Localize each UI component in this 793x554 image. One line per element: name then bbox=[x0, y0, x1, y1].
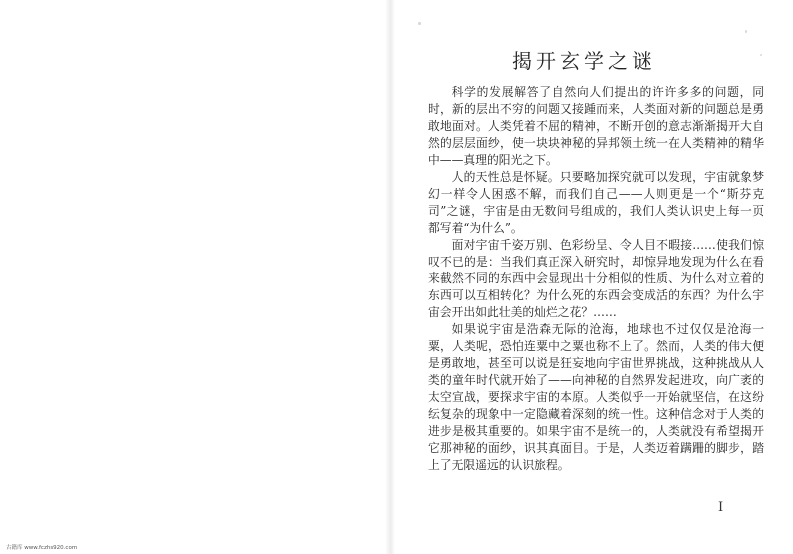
book-gutter bbox=[385, 0, 395, 554]
source-watermark: 古籍库 www.fczhs920.com bbox=[6, 545, 78, 551]
left-blank-page bbox=[0, 0, 388, 554]
paper-speck bbox=[418, 22, 421, 25]
paragraph: 面对宇宙千姿万别、色彩纷呈、令人目不暇接……使我们惊叹不已的是：当我们真正深入研究时，却惊异地发现为什么在看来截然不同的东西中会显现出十分相似的性质、为什么对立着的东西可以互相转化？为什么死的东西会变成活的东西？为什么宇宙会开出如此壮美的灿烂之花？…… bbox=[428, 237, 764, 320]
paragraph: 科学的发展解答了自然向人们提出的许许多多的问题，同时，新的层出不穷的问题又接踵而来，人类面对新的问题总是勇敢地面对。人类凭着不屈的精神，不断开创的意志渐渐揭开大自然的层层面纱，使一块块神秘的异邦领土统一在人类精神的精华中——真理的阳光之下。 bbox=[428, 85, 764, 167]
paragraph: 如果说宇宙是浩森无际的沧海，地球也不过仅仅是沧海一粟，人类呢，恐怕连粟中之粟也称不上了。然而，人类的伟大便是勇敢地，甚至可以说是狂妄地向宇宙世界挑战，这种挑战从人类的童年时代就开始了——向神秘的自然界发起进攻，向广袤的太空宣战，要探求宇宙的本原。人类似乎一开始就坚信，在这纷纭复杂的现象中一定隐藏着深刻的统一性。这种信念对于人类的进步是极其重要的。如果宇宙不是统一的，人类就没有希望揭开它那神秘的面纱，识其真面目。于是，人类迈着蹒跚的脚步，踏上了无限遥远的认识旅程。 bbox=[428, 322, 764, 472]
chapter-title: 揭开玄学之谜 bbox=[512, 49, 656, 74]
paper-speck bbox=[745, 30, 747, 33]
body-text bbox=[428, 84, 764, 474]
paragraph: 人的天性总是怀疑。只要略加探究就可以发现，宇宙就象梦幻一样令人困惑不解，而我们自己——人则更是一个“斯芬克司”之谜，宇宙是由无数问号组成的，我们人类认识史上每一页都写着“为什么”。 bbox=[428, 169, 764, 235]
page-number: I bbox=[718, 500, 724, 515]
paper-speck bbox=[760, 54, 762, 56]
